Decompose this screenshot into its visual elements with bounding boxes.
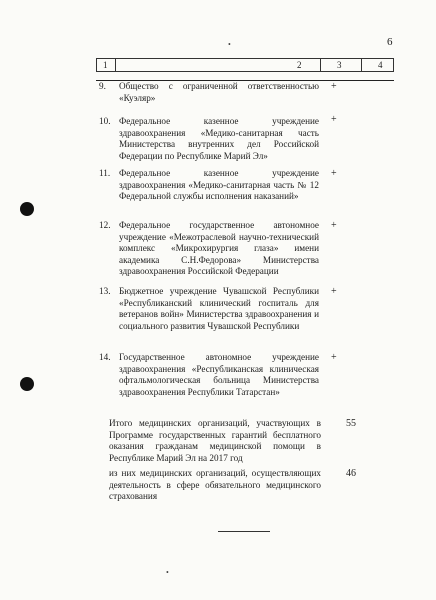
entry-mark: + xyxy=(331,81,337,92)
scan-speck: • xyxy=(166,568,169,577)
entry-text: Государственное автономное учреждение здравоохранения «Республиканская клиническая офтальмологическая больница Министерства здравоохранения Республики Татарстан» xyxy=(119,352,319,397)
entry-number: 9. xyxy=(99,81,106,91)
summary-total-text: Итого медицинских организаций, участвующих в Программе государственных гарантий бесплатного оказания гражданам медицинской помощи в Республике Марий Эл на 2017 год xyxy=(109,418,321,463)
summary-oms-text: из них медицинских организаций, осуществляющих деятельность в сфере обязательного медицинского страхования xyxy=(109,468,321,501)
table-header-row xyxy=(96,58,394,72)
entry-number: 13. xyxy=(99,286,111,296)
summary-total-value: 55 xyxy=(346,418,356,429)
scan-speck: • xyxy=(228,40,231,49)
entry-text: Федеральное казенное учреждение здравоохранения «Медико-санитарная часть № 12 Федеральной службы исполнения наказаний» xyxy=(119,168,319,201)
entry-number: 10. xyxy=(99,116,111,126)
entry-text: Общество с ограниченной ответственностью «Куэляр» xyxy=(119,81,319,103)
entry-text: Федеральное государственное автономное учреждение «Межотраслевой научно-технический комплекс «Микрохирургия глаза» имени академика С.Н.Федорова» Министерства здравоохранения Российской Федерации xyxy=(119,220,319,276)
page-number: 6 xyxy=(387,36,393,48)
entry-mark: + xyxy=(331,168,337,179)
summary-oms-value: 46 xyxy=(346,468,356,479)
entry-number: 11. xyxy=(99,168,111,178)
entry-mark: + xyxy=(331,114,337,125)
col-2-header: 2 xyxy=(297,60,302,70)
entry-mark: + xyxy=(331,352,337,363)
punch-hole-bottom xyxy=(20,377,34,391)
col-3-header: 3 xyxy=(337,60,342,70)
punch-hole-top xyxy=(20,202,34,216)
entry-text: Бюджетное учреждение Чувашской Республики «Республиканский клинический госпиталь для ветеранов войн» Министерства здравоохранения и социального развития Чувашской Республики xyxy=(119,286,319,331)
closing-rule xyxy=(218,531,270,532)
entry-number: 14. xyxy=(99,352,111,362)
col-1-header: 1 xyxy=(103,60,108,70)
entry-text: Федеральное казенное учреждение здравоохранения «Медико-санитарная часть Министерства внутренних дел Российской Федерации по Республике Марий Эл» xyxy=(119,116,319,161)
col-4-header: 4 xyxy=(378,60,383,70)
entry-mark: + xyxy=(331,220,337,231)
entry-number: 12. xyxy=(99,220,111,230)
entry-mark: + xyxy=(331,286,337,297)
